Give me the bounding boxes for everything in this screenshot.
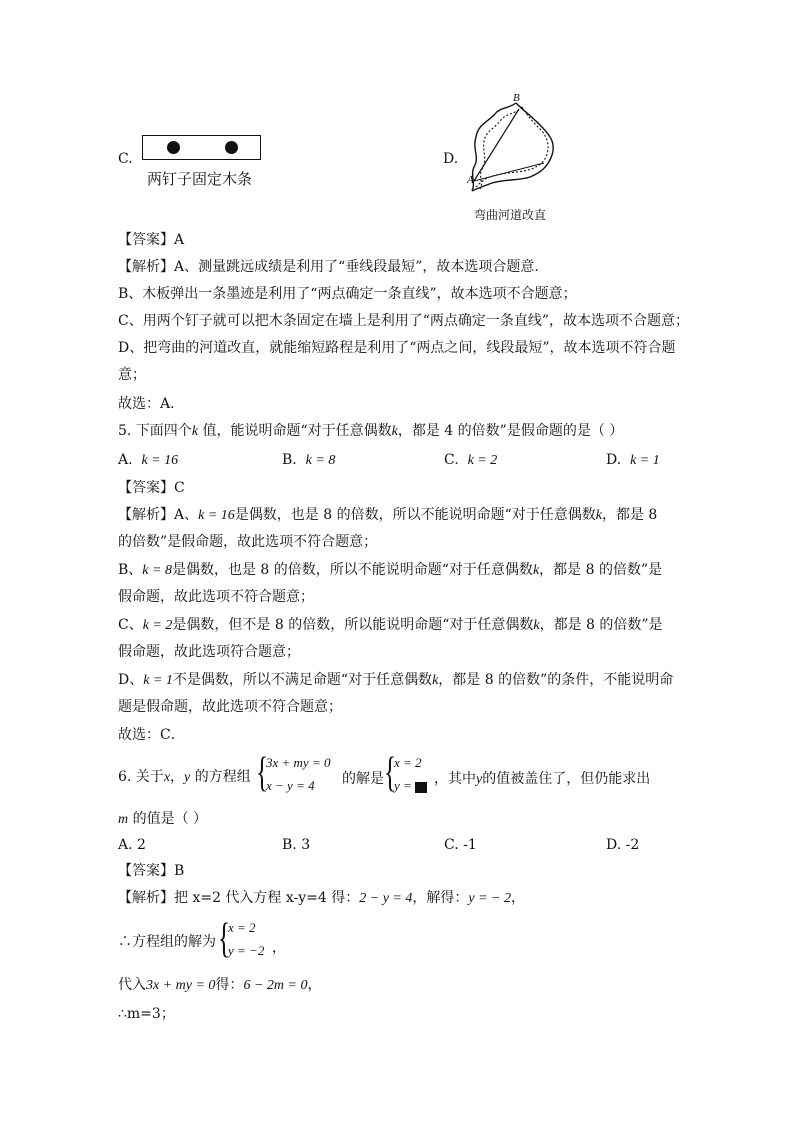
var-k: k (391, 424, 398, 439)
river-point-a: A (467, 174, 474, 186)
var-k: k (191, 424, 199, 439)
q6-analysis-sol-y: y = −2 (228, 943, 265, 958)
q6-analysis-2: ∴方程组的解为 (118, 934, 216, 950)
q5-analysis-a: 【解析】A、k = 16是偶数，也是 8 的倍数，所以不能说明命题“对于任意偶数k，都是 8 (118, 507, 658, 523)
q6-analysis-4: ∴m=3； (118, 1006, 175, 1022)
left-brace: { (256, 750, 269, 796)
q5-analysis-b-cont: 假命题，故此选项不符合题意； (118, 589, 314, 605)
left-brace: { (384, 750, 397, 796)
q6-stem: 6. 关于x，y 的方程组 (118, 769, 251, 785)
q5-choose: 故选：C． (118, 727, 185, 743)
q6-answer: 【答案】B (118, 863, 185, 879)
q6-stem-cont: ，其中y的值被盖住了，但仍能求出 (434, 771, 651, 787)
q6-analysis-sol-x: x = 2 (228, 920, 256, 935)
fig-c-caption: 两钉子固定木条 (147, 170, 253, 188)
river-point-b: B (513, 92, 520, 104)
q4-analysis-c: C、用两个钉子就可以把木条固定在墙上是利用了“两点确定一条直线”，故本选项不合题意； (118, 313, 690, 329)
nail-dot (225, 141, 238, 154)
q6-stem-line2: m 的值是（ ） (118, 811, 208, 827)
q6-solution-y: y = (394, 778, 427, 794)
q4-analysis-d-cont: 意； (118, 367, 146, 383)
q6-option-a: A. 2 (118, 837, 146, 853)
q6-system-eq2: x − y = 4 (266, 778, 315, 793)
q5-analysis-c: C、k = 2是偶数，但不是 8 的倍数，所以能说明命题“对于任意偶数k，都是 8 的倍数”是 (118, 617, 663, 633)
q5-analysis-b: B、k = 8是偶数，也是 8 的倍数，所以不能说明命题“对于任意偶数k，都是 8 的倍数”是 (118, 562, 663, 578)
q4-choose: 故选：A． (118, 396, 185, 412)
q5-stem-text: 值，能说明命题“对于任意偶数 (198, 423, 392, 439)
q6-solution-x: x = 2 (394, 755, 422, 770)
q5-stem-text: 5. 下面四个 (118, 423, 192, 439)
q5-analysis-a-cont: 的倍数”是假命题，故此选项不符合题意； (118, 534, 378, 550)
fig-d-caption: 弯曲河道改直 (474, 208, 547, 222)
q6-system-eq1: 3x + my = 0 (266, 755, 331, 770)
q6-stem-solution: 的解是 (342, 771, 384, 787)
q6-option-c: C. -1 (444, 837, 477, 853)
q4-analysis-b: B、木板弹出一条墨迹是利用了“两点确定一条直线”，故本选项不合题意； (118, 286, 577, 302)
q5-option-c: C. k = 2 (444, 452, 498, 468)
q6-option-d: D. -2 (606, 837, 640, 853)
q6-option-b: B. 3 (282, 837, 311, 853)
q5-analysis-d: D、k = 1不是偶数，所以不满足命题“对于任意偶数k，都是 8 的倍数”的条件，不能说明命 (118, 672, 674, 688)
nail-dot (167, 141, 180, 154)
river-figure (464, 95, 564, 205)
q6-analysis-2-end: ， (272, 940, 286, 956)
left-brace: { (218, 916, 231, 962)
q5-analysis-c-cont: 假命题，故此选项符合题意； (118, 644, 300, 660)
covered-value-block (415, 782, 427, 793)
q4-answer: 【答案】A (118, 232, 185, 248)
q5-stem (118, 422, 623, 441)
q5-stem-text: ，都是 4 的倍数”是假命题的是（ ） (397, 423, 624, 439)
q5-option-a: A. k = 16 (118, 452, 179, 468)
option-c-letter: C. (118, 151, 133, 167)
option-d-letter: D. (443, 151, 459, 167)
q5-answer: 【答案】C (118, 480, 185, 496)
q4-analysis-d: D、把弯曲的河道改直，就能缩短路程是利用了“两点之间，线段最短”，故本选项不符合题 (118, 340, 676, 356)
q4-analysis-a: 【解析】A、测量跳远成绩是利用了“垂线段最短”，故本选项合题意． (118, 259, 549, 275)
board-figure (142, 135, 261, 160)
q5-analysis-d-cont: 题是假命题，故此选项不符合题意； (118, 699, 342, 715)
q5-option-b: B. k = 8 (282, 452, 336, 468)
q6-analysis-1: 【解析】把 x=2 代入方程 x-y=4 得：2 − y = 4，解得：y = − 2， (118, 890, 525, 906)
q6-analysis-3: 代入3x + my = 0得：6 − 2m = 0， (118, 977, 322, 993)
q5-option-d: D. k = 1 (606, 452, 660, 468)
